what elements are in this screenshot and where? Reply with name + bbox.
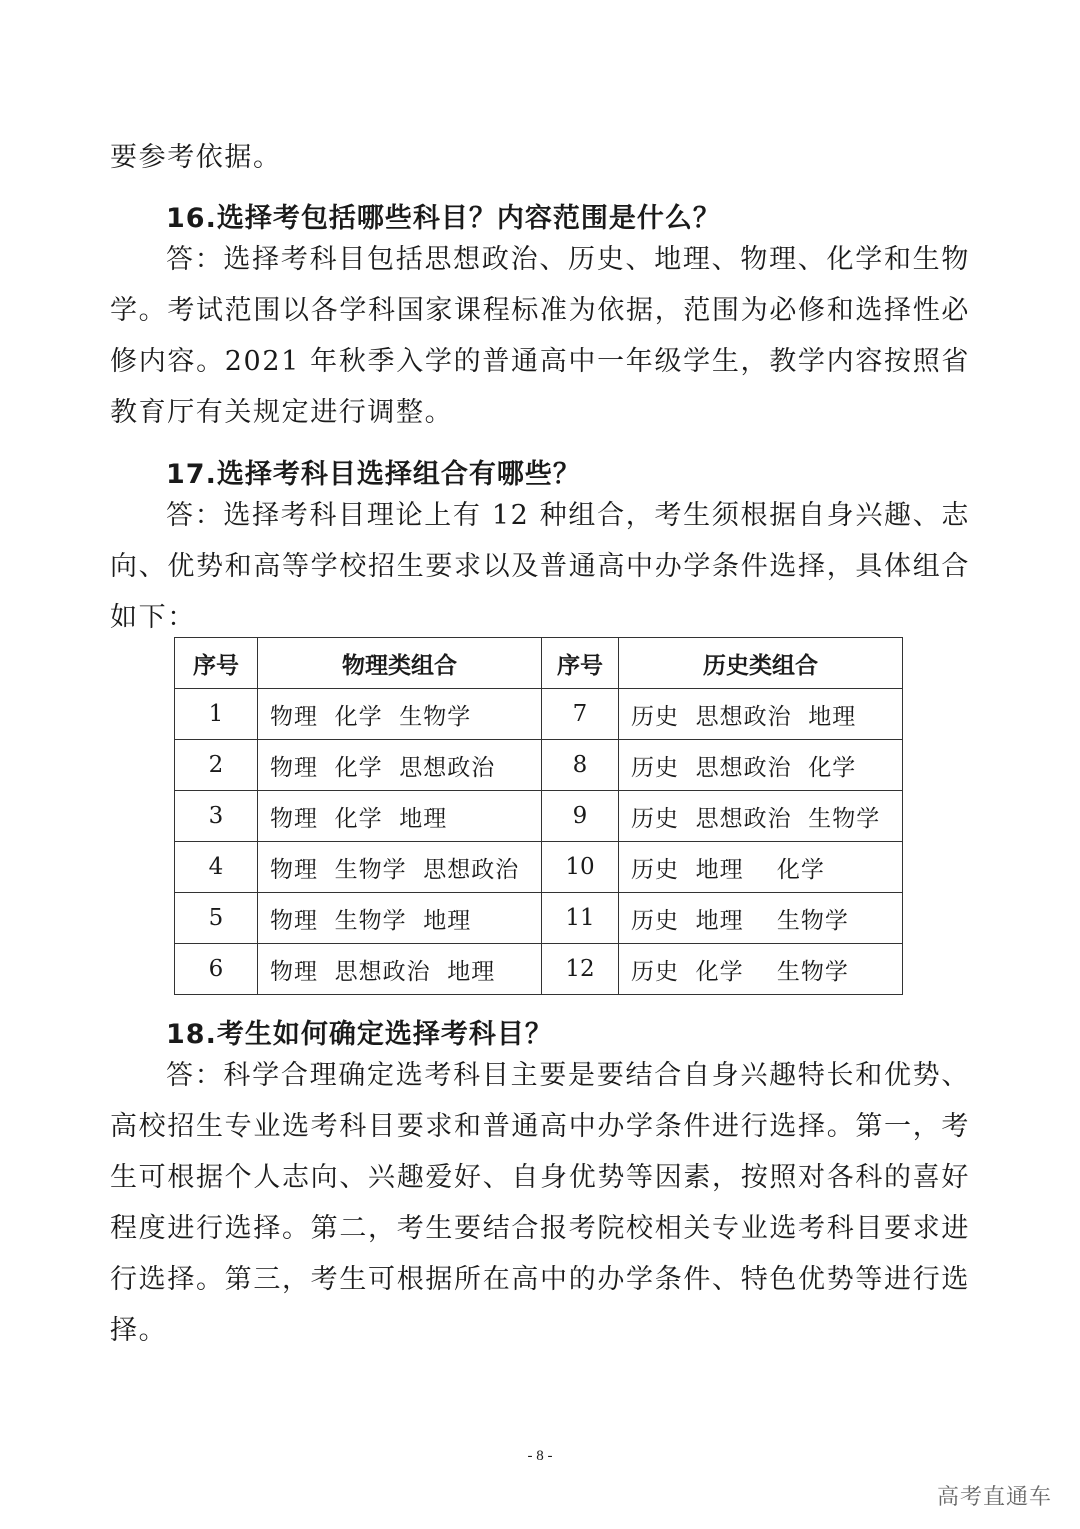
- cell-index: 5: [175, 893, 258, 944]
- subject-combination-table: [174, 637, 903, 995]
- cell-history-combo: 历史 地理 生物学: [619, 893, 903, 944]
- table-row: [175, 893, 903, 944]
- cell-index: 2: [175, 740, 258, 791]
- cell-index: 11: [542, 893, 619, 944]
- cell-physics-combo: 物理 化学 生物学: [258, 689, 542, 740]
- header-physics-combos: 物理类组合: [258, 638, 542, 689]
- cell-physics-combo: 物理 生物学 思想政治: [258, 842, 542, 893]
- question-16-heading: 16.选择考包括哪些科目？内容范围是什么？: [166, 203, 721, 234]
- table-row: [175, 842, 903, 893]
- cell-history-combo: 历史 化学 生物学: [619, 944, 903, 995]
- question-16-answer: 答：选择考科目包括思想政治、历史、地理、物理、化学和生物学。考试范围以各学科国家课程标准为依据，范围为必修和选择性必修内容。2021 年秋季入学的普通高中一年级学生，教学内容按照省教育厅有关规定进行调整。: [110, 244, 970, 428]
- question-17-answer: 答：选择考科目理论上有 12 种组合，考生须根据自身兴趣、志向、优势和高等学校招生要求以及普通高中办学条件选择，具体组合如下：: [110, 500, 970, 633]
- watermark: 高考直通车: [936, 1485, 1052, 1510]
- question-17-heading: 17.选择考科目选择组合有哪些？: [166, 459, 581, 490]
- table-row: [175, 689, 903, 740]
- table-row: [175, 740, 903, 791]
- continuation-text: 要参考依据。: [110, 142, 282, 173]
- page-number: - 8 -: [527, 1448, 553, 1464]
- cell-history-combo: 历史 思想政治 地理: [619, 689, 903, 740]
- cell-index: 7: [542, 689, 619, 740]
- cell-index: 9: [542, 791, 619, 842]
- question-18-answer: 答：科学合理确定选考科目主要是要结合自身兴趣特长和优势、高校招生专业选考科目要求和普通高中办学条件进行选择。第一，考生可根据个人志向、兴趣爱好、自身优势等因素，按照对各科的喜好程度进行选择。第二，考生要结合报考院校相关专业选考科目要求进行选择。第三，考生可根据所在高中的办学条件、特色优势等进行选择。: [110, 1060, 970, 1346]
- header-history-combos: 历史类组合: [619, 638, 903, 689]
- table-header-row: [175, 638, 903, 689]
- table-row: [175, 944, 903, 995]
- table-row: [175, 791, 903, 842]
- cell-history-combo: 历史 思想政治 化学: [619, 740, 903, 791]
- cell-index: 1: [175, 689, 258, 740]
- cell-physics-combo: 物理 思想政治 地理: [258, 944, 542, 995]
- cell-index: 10: [542, 842, 619, 893]
- header-index-history: 序号: [542, 638, 619, 689]
- cell-history-combo: 历史 思想政治 生物学: [619, 791, 903, 842]
- question-18-heading: 18.考生如何确定选择考科目？: [166, 1019, 553, 1050]
- cell-index: 4: [175, 842, 258, 893]
- cell-physics-combo: 物理 化学 地理: [258, 791, 542, 842]
- cell-index: 8: [542, 740, 619, 791]
- cell-physics-combo: 物理 化学 思想政治: [258, 740, 542, 791]
- cell-index: 12: [542, 944, 619, 995]
- cell-physics-combo: 物理 生物学 地理: [258, 893, 542, 944]
- cell-index: 6: [175, 944, 258, 995]
- cell-index: 3: [175, 791, 258, 842]
- header-index-physics: 序号: [175, 638, 258, 689]
- cell-history-combo: 历史 地理 化学: [619, 842, 903, 893]
